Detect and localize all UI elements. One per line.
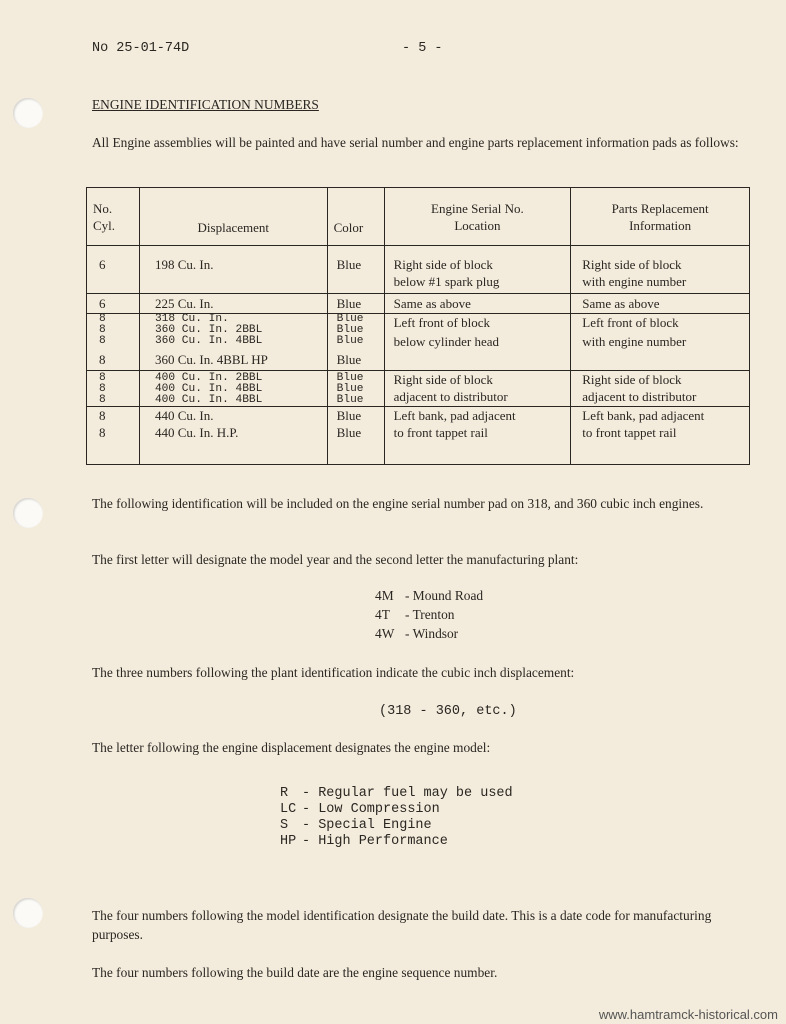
row3-serial: Left front of block below cylinder head [384, 314, 571, 371]
serial-pad-paragraph: The following identification will be included on the engine serial number pad on 318, and 360 cubic inch engines. [92, 496, 704, 511]
displacement-example: (318 - 360, etc.) [379, 704, 517, 719]
row3-color: Blue Blue Blue Blue [327, 314, 384, 371]
page-number: - 5 - [402, 41, 443, 56]
row5-cyl: 8 8 [87, 407, 140, 465]
table-header-row [87, 188, 750, 246]
row5-displacement: 440 Cu. In. 440 Cu. In. H.P. [139, 407, 327, 465]
row4-parts: Right side of block adjacent to distributor [571, 371, 750, 407]
row3-cyl: 8 8 8 8 [87, 314, 140, 371]
table-row [87, 371, 750, 407]
model-list-item: HP - High Performance [280, 834, 448, 849]
intro-paragraph: All Engine assemblies will be painted and have serial number and engine parts replacement information pads as follows: [92, 135, 739, 150]
section-title: ENGINE IDENTIFICATION NUMBERS [92, 97, 319, 112]
three-numbers-paragraph: The three numbers following the plant identification indicate the cubic inch displacement: [92, 665, 575, 680]
row2-parts: Same as above [571, 294, 750, 314]
row5-parts: Left bank, pad adjacent to front tappet rail [571, 407, 750, 465]
row4-color: Blue Blue Blue [327, 371, 384, 407]
punch-hole-middle [13, 498, 43, 528]
model-list-item: S - Special Engine [280, 818, 432, 833]
letter-model-paragraph: The letter following the engine displacement designates the engine model: [92, 740, 491, 755]
row1-parts: Right side of block with engine number [571, 246, 750, 294]
row5-color: Blue Blue [327, 407, 384, 465]
header-cyl: No. Cyl. [87, 188, 140, 246]
row2-cyl: 6 [87, 294, 140, 314]
row4-displacement: 400 Cu. In. 2BBL 400 Cu. In. 4BBL 400 Cu. In. 4BBL [139, 371, 327, 407]
plant-list-item: 4T - Trenton [375, 607, 455, 622]
row1-displacement: 198 Cu. In. [139, 246, 327, 294]
row4-cyl: 8 8 8 [87, 371, 140, 407]
header-serial-location: Engine Serial No. Location [384, 188, 571, 246]
row2-serial: Same as above [384, 294, 571, 314]
punch-hole-bottom [13, 898, 43, 928]
table-row [87, 246, 750, 294]
row3-parts: Left front of block with engine number [571, 314, 750, 371]
row2-color: Blue [327, 294, 384, 314]
four-numbers-paragraph: The four numbers following the model identification designate the build date. This is a date code for manufacturing purposes. [92, 908, 712, 942]
model-list-item: LC - Low Compression [280, 802, 440, 817]
table-row [87, 407, 750, 465]
sequence-paragraph: The four numbers following the build date are the engine sequence number. [92, 965, 498, 980]
header-displacement: Displacement [139, 188, 327, 246]
row2-displacement: 225 Cu. In. [139, 294, 327, 314]
row4-serial: Right side of block adjacent to distributor [384, 371, 571, 407]
header-parts-info: Parts Replacement Information [571, 188, 750, 246]
plant-list-item: 4W - Windsor [375, 626, 459, 641]
table-row [87, 314, 750, 371]
footer-watermark: www.hamtramck-historical.com [598, 1007, 778, 1022]
row1-color: Blue [327, 246, 384, 294]
row1-serial: Right side of block below #1 spark plug [384, 246, 571, 294]
document-number: No 25-01-74D [92, 41, 190, 56]
plant-list-item: 4M - Mound Road [375, 588, 484, 603]
engine-table [86, 187, 750, 465]
model-list-item: R - Regular fuel may be used [280, 786, 513, 801]
first-letter-paragraph: The first letter will designate the model year and the second letter the manufacturing plant: [92, 552, 579, 567]
table-row [87, 294, 750, 314]
punch-hole-top [13, 98, 43, 128]
row3-displacement: 318 Cu. In. 360 Cu. In. 2BBL 360 Cu. In. 4BBL 360 Cu. In. 4BBL HP [139, 314, 327, 371]
header-color: Color [327, 188, 384, 246]
row1-cyl: 6 [87, 246, 140, 294]
row5-serial: Left bank, pad adjacent to front tappet rail [384, 407, 571, 465]
